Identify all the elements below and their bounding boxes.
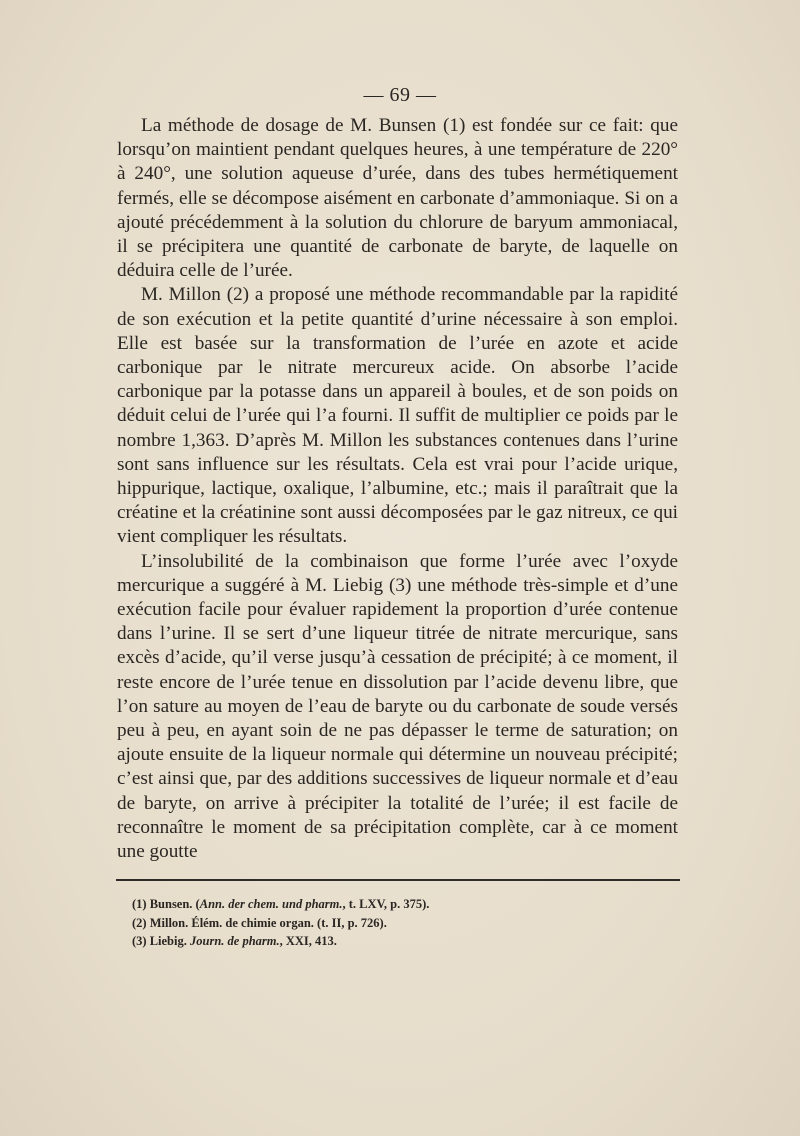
footnote-journal-title: Ann. der chem. und pharm. (199, 897, 343, 911)
footnote-text: Liebig. (146, 934, 190, 948)
footnote-marker: (2) (132, 915, 147, 930)
footnote-text: , t. LXV, p. 375). (342, 897, 430, 911)
footnote-text: , XXI, 413. (279, 934, 337, 948)
paragraph-liebig-method: L’insolubilité de la combinaison que forme l’urée avec l’oxyde mercurique a suggéré à M. Liebig (3) une méthode très-simple et d’une exécution facile pour évaluer rapidement la proportion d’urée contenue dans l’urine. Il se sert d’une liqueur titrée de nitrate mercurique, sans excès d’acide, qu’il verse jusqu’à cessation de précipité; à ce moment, il reste encore de l’urée tenue en dissolution par l’acide devenu libre, que l’on sature au moyen de l’eau de baryte ou du carbonate de soude versés peu à peu, en ayant soin de ne pas dépasser le terme de saturation; on ajoute ensuite de la liqueur normale qui détermine un nouveau précipité; c’est ainsi que, par des additions successives de liqueur normale et d’eau de baryte, on arrive à précipiter la totalité de l’urée; il est facile de reconnaître le moment de sa précipitation complète, car à ce moment une goutte (117, 550, 678, 863)
footnote-marker: (3) (132, 934, 147, 948)
footnote-3 (132, 932, 672, 951)
footnote-journal-title: Journ. de pharm. (190, 934, 280, 948)
main-text (117, 114, 678, 864)
footnote-text: Bunsen. ( (146, 897, 200, 911)
footnotes (132, 895, 672, 951)
footnote-2 (132, 914, 672, 933)
footnote-1 (132, 895, 672, 914)
paragraph-bunsen-method: La méthode de dosage de M. Bunsen (1) est fondée sur ce fait: que lorsqu’on maintient pendant quelques heures, à une température de 220° à 240°, une solution aqueuse d’urée, dans des tubes hermétiquement fermés, elle se décompose aisément en carbonate d’ammoniaque. Si on a ajouté précédemment à la solution du chlorure de baryum ammoniacal, il se précipitera une quantité de carbonate de baryte, de laquelle on déduira celle de l’urée. (117, 115, 678, 282)
page-number: — 69 — (363, 84, 437, 106)
footnote-text: Millon. Élém. de chimie organ. (t. II, p. 726). (146, 915, 387, 930)
footnote-marker: (1) (132, 897, 147, 911)
paragraph-millon-method: M. Millon (2) a proposé une méthode recommandable par la rapidité de son exécution et la petite quantité d’urine nécessaire à son emploi. Elle est basée sur la transformation de l’urée en azote et acide carbonique par le nitrate mercureux acide. On absorbe l’acide carbonique par la potasse dans un appareil à boules, et de son poids on déduit celui de l’urée qui l’a fourni. Il suffit de multiplier ce poids par le nombre 1,363. D’après M. Millon les substances contenues dans l’urine sont sans influence sur les résultats. Cela est vrai pour l’acide urique, hippurique, lactique, oxalique, l’albumine, etc.; mais il paraîtrait que la créatine et la créatinine sont aussi décomposées par le gaz nitreux, ce qui vient compliquer les résultats. (117, 284, 678, 548)
footnote-divider (116, 879, 680, 881)
